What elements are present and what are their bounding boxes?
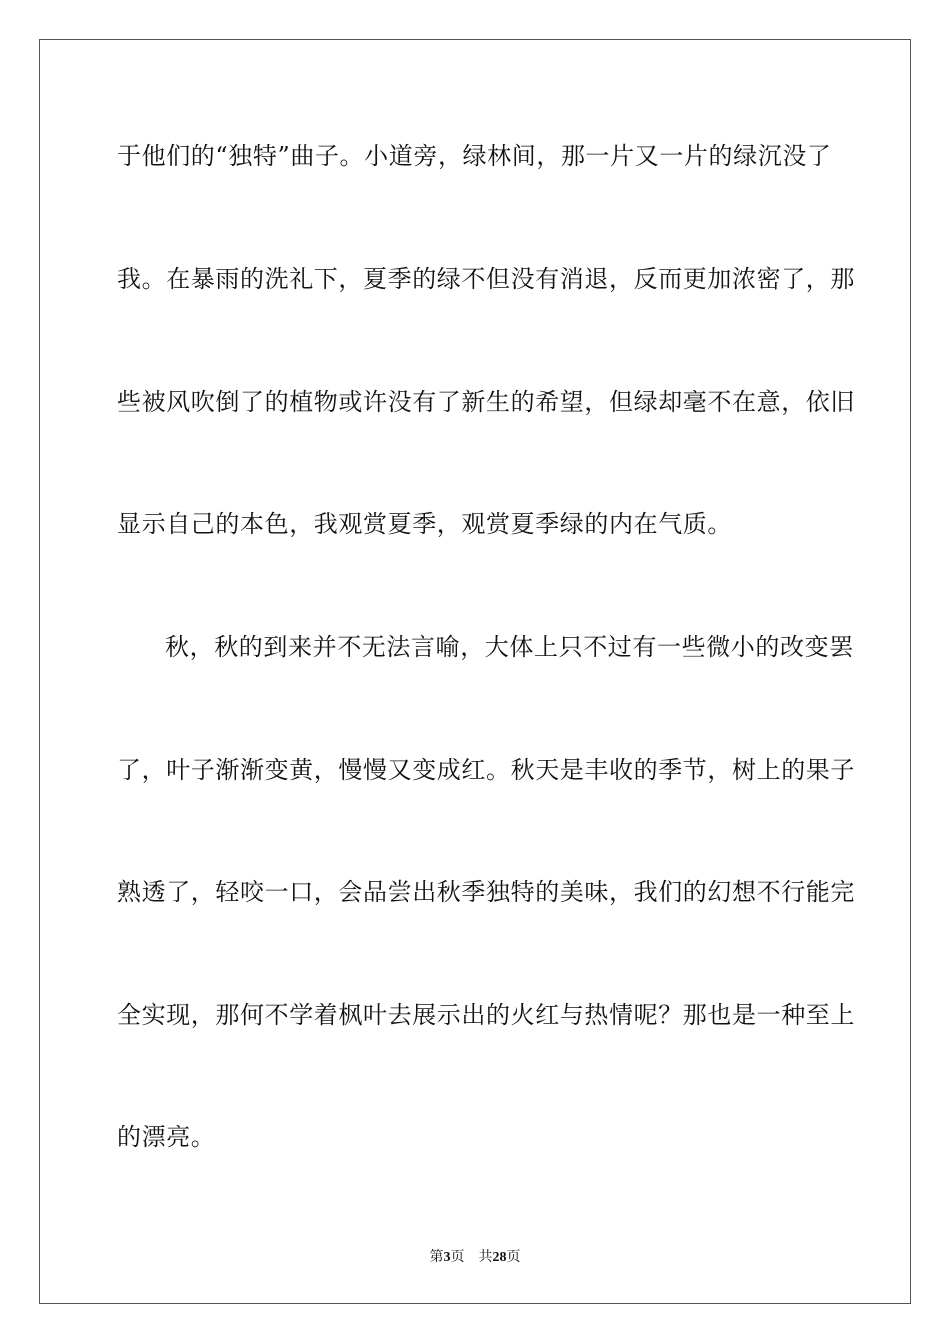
- text-line-4: 显示自己的本色，我观赏夏季，观赏夏季绿的内在气质。: [117, 510, 732, 538]
- text-line-3: 些被风吹倒了的植物或许没有了新生的希望，但绿却毫不在意，依旧: [117, 388, 855, 416]
- text-line-8: 全实现，那何不学着枫叶去展示出的火红与热情呢？那也是一种至上: [117, 1001, 855, 1029]
- footer-page-number: 3: [443, 1250, 451, 1265]
- page-border: [39, 39, 911, 1304]
- footer-total-prefix: 共: [478, 1249, 493, 1265]
- text-line-9: 的漂亮。: [117, 1123, 216, 1151]
- text-line-2: 我。在暴雨的洗礼下，夏季的绿不但没有消退，反而更加浓密了，那: [117, 265, 855, 293]
- text-line-6: 了，叶子渐渐变黄，慢慢又变成红。秋天是丰收的季节，树上的果子: [117, 756, 855, 784]
- footer-total-suffix: 页: [506, 1249, 521, 1265]
- footer-page-suffix: 页: [450, 1249, 465, 1265]
- footer-total-pages: 28: [492, 1250, 507, 1265]
- text-line-7: 熟透了，轻咬一口，会品尝出秋季独特的美味，我们的幻想不行能完: [117, 878, 855, 906]
- text-line-5: 秋，秋的到来并不无法言喻，大体上只不过有一些微小的改变罢: [165, 633, 854, 661]
- text-line-1: 于他们的“独特”曲子。小道旁，绿林间，那一片又一片的绿沉没了: [117, 142, 832, 170]
- footer-page-prefix: 第: [429, 1249, 444, 1265]
- page-footer: [0, 1248, 950, 1267]
